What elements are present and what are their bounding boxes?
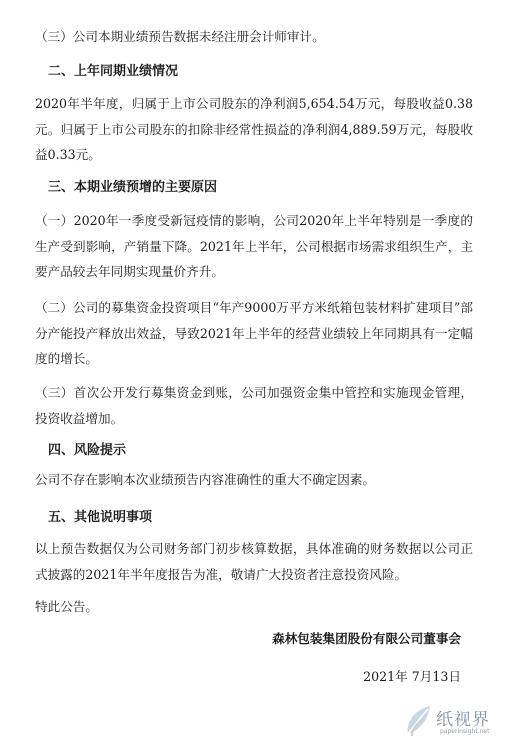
risk-paragraph: 公司不存在影响本次业绩预告内容准确性的重大不确定因素。 (35, 472, 376, 487)
section-heading-risk: 四、风险提示 (48, 443, 127, 458)
section-heading-other: 五、其他说明事项 (48, 510, 153, 525)
watermark-text: 纸视界 (436, 710, 490, 730)
audit-statement: （三）公司本期业绩预告数据未经注册会计师审计。 (35, 29, 325, 44)
last-year-paragraph: 2020年半年度，归属于上市公司股东的净利润5,654.54万元，每股收益0.38元。归属于上市公司股东的扣除非经常性损益的净利润4,889.59万元，每股收益0.33元。 (35, 96, 473, 162)
leaf-logo-icon (404, 704, 434, 738)
reason-paragraph-1: （一）2020年一季度受新冠疫情的影响，公司2020年上半年特别是一季度的生产受到影响，产销量下降。2021年上半年，公司根据市场需求组织生产，主要产品较去年同期实现量价齐升。 (35, 213, 473, 279)
reason-paragraph-3: （三）首次公开发行募集资金到账，公司加强资金集中管控和实施现金管理，投资收益增加。 (35, 385, 473, 426)
watermark-url: paperinsight.net (440, 728, 490, 735)
section-heading-reasons: 三、本期业绩预增的主要原因 (48, 180, 218, 195)
signature: 森林包装集团股份有限公司董事会 (272, 631, 461, 646)
reason-paragraph-2: （二）公司的募集资金投资项目“年产9000万平方米纸箱包装材料扩建项目”部分产能投产释放出效益，导致2021年上半年的经营业绩较上年同期具有一定幅度的增长。 (35, 300, 473, 366)
watermark (404, 704, 504, 740)
other-paragraph: 以上预告数据仅为公司财务部门初步核算数据，具体准确的财务数据以公司正式披露的2021年半年度报告为准，敬请广大投资者注意投资风险。 (35, 541, 473, 582)
date: 2021年 7月13日 (363, 669, 461, 684)
notice-line: 特此公告。 (35, 599, 98, 614)
section-heading-last-year: 二、上年同期业绩情况 (48, 64, 179, 79)
